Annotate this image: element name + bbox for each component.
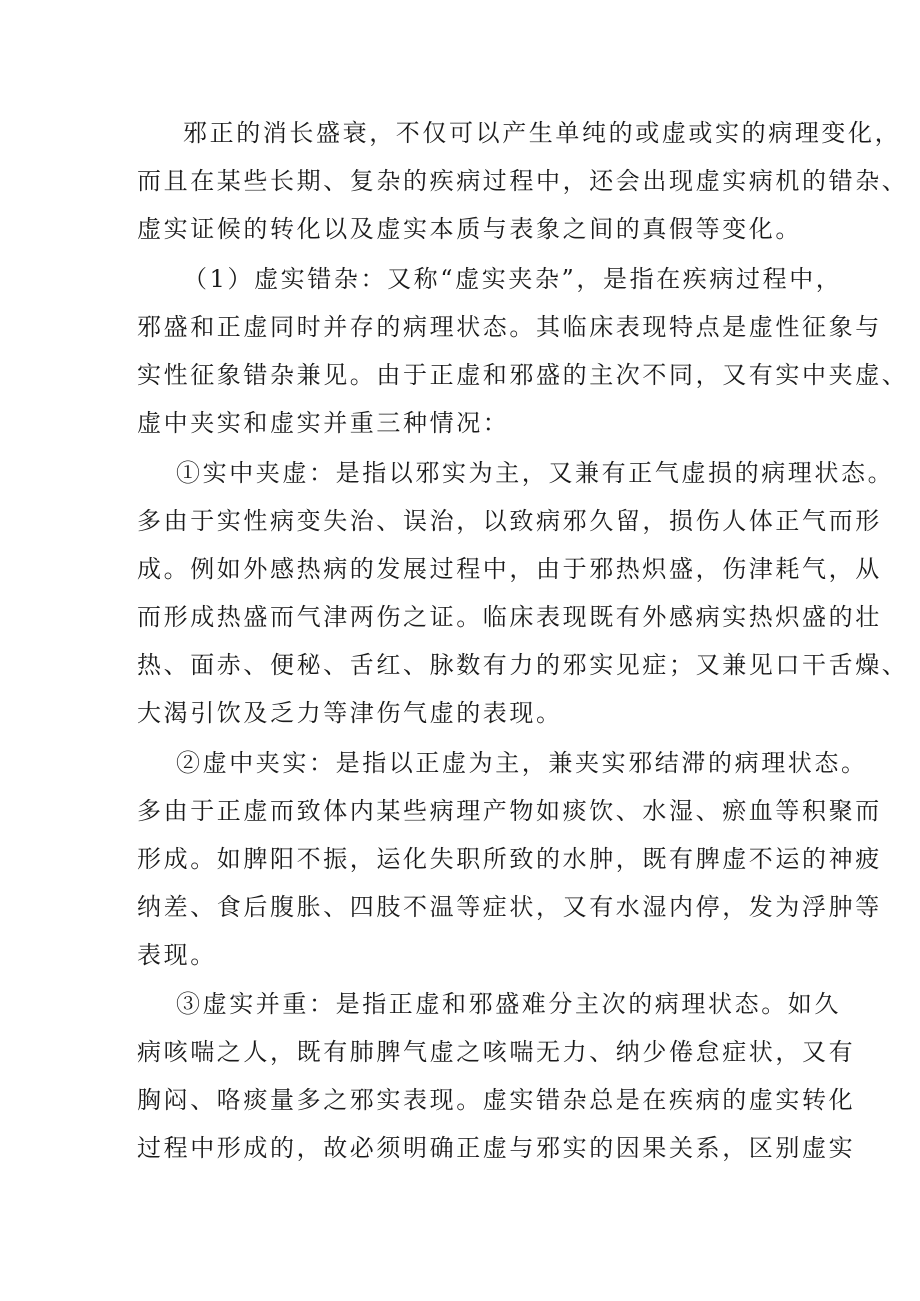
text-line: 多由于实性病变失治、误治，以致病邪久留，损伤人体正气而形 [137,507,882,535]
text-line: 病咳喘之人，既有肺脾气虚之咳喘无力、纳少倦怠症状，又有 [137,1038,856,1066]
text-line: 成。例如外感热病的发展过程中，由于邪热炽盛，伤津耗气，从 [137,555,882,583]
text-line: 过程中形成的，故必须明确正虚与邪实的因果关系，区别虚实 [137,1134,856,1162]
text-line: 胸闷、咯痰量多之邪实表现。虚实错杂总是在疾病的虚实转化 [137,1086,856,1114]
text-line: 纳差、食后腹胀、四肢不温等症状，又有水湿内停，发为浮肿等 [137,893,882,921]
text-line: 而形成热盛而气津两伤之证。临床表现既有外感病实热炽盛的壮 [137,603,882,631]
text-line: 大渴引饮及乏力等津伤气虚的表现。 [137,699,563,727]
text-line: 表现。 [137,941,217,969]
section-heading-line: （1）虚实错杂：又称“虚实夹杂”，是指在疾病过程中， [183,265,843,293]
list-item-heading-line: ②虚中夹实：是指以正虚为主，兼夹实邪结滞的病理状态。 [176,749,868,777]
text-line: 虚实证候的转化以及虚实本质与表象之间的真假等变化。 [137,215,802,243]
text-line: 实性征象错杂兼见。由于正虚和邪盛的主次不同，又有实中夹虚、 [137,361,909,389]
text-line: 多由于正虚而致体内某些病理产物如痰饮、水湿、瘀血等积聚而 [137,797,882,825]
list-item-heading-line: ③虚实并重：是指正虚和邪盛难分主次的病理状态。如久 [176,990,841,1018]
text-line: 虚中夹实和虚实并重三种情况： [137,409,510,437]
text-line: 而且在某些长期、复杂的疾病过程中，还会出现虚实病机的错杂、 [137,167,909,195]
text-line: 热、面赤、便秘、舌红、脉数有力的邪实见症；又兼见口干舌燥、 [137,651,909,679]
text-line: 形成。如脾阳不振，运化失职所致的水肿，既有脾虚不运的神疲 [137,845,882,873]
list-item-heading-line: ①实中夹虚：是指以邪实为主，又兼有正气虚损的病理状态。 [176,459,895,487]
text-line: 邪正的消长盛衰，不仅可以产生单纯的或虚或实的病理变化， [183,119,902,147]
text-line: 邪盛和正虚同时并存的病理状态。其临床表现特点是虚性征象与 [137,313,882,341]
